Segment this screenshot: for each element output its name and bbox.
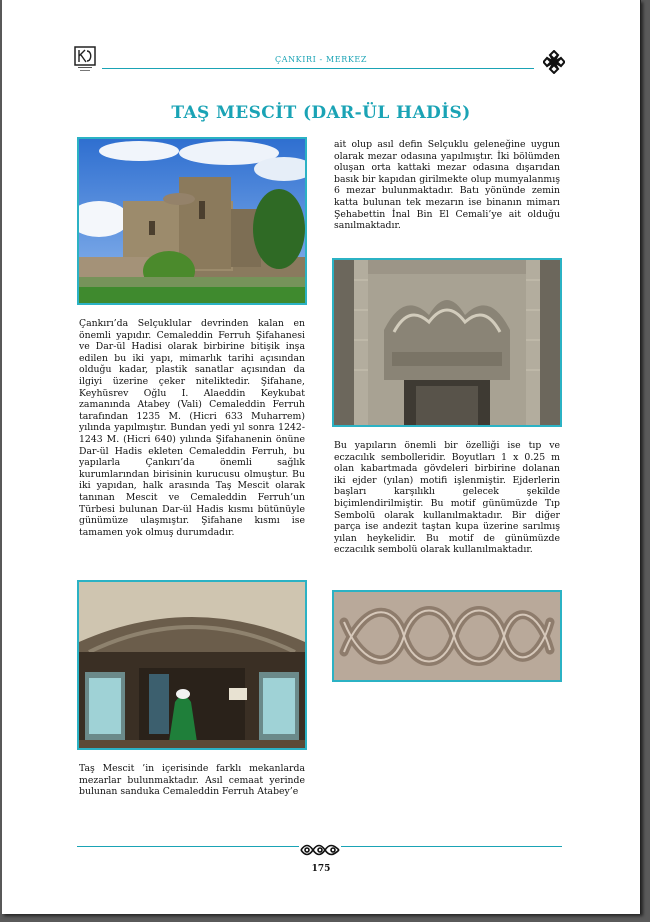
photo-mosque-exterior [77, 137, 307, 305]
paragraph-interior: Taş Mescit ’in içerisinde farklı mekanlarda mezarlar bulunmaktadır. Asıl cemaat yerinde bulunan sanduka Cemaleddin Ferruh Atabey’e [79, 763, 305, 798]
page-number: 175 [311, 864, 331, 874]
paragraph-symbols: Bu yapıların önemli bir özelliği ise tıp ve eczacılık sembolleridir. Boyutları 1 x 0.25 m olan kabartmada gövdeleri birbirine dolanan iki ejder (yılan) motifi işlenmiştir. Ejderlerin başları karşılıklı gelecek şekilde biçimlendirilmiştir. Bu motif günümüzde Tıp Sembolü olarak kullanılmaktadır. Bir diğer parça ise andezit taştan kupa üzerine sarılmış yılan heykelidir. Bu motif de günümüzde eczacılık sembolü olarak kullanılmaktadır. [334, 440, 560, 556]
knot-ornament-icon [299, 841, 341, 853]
photo-dragon-relief [332, 590, 562, 682]
paragraph-intro: Çankırı’da Selçuklular devrinden kalan en önemli yapıdır. Cemaleddin Ferruh Şifahanesi ve Dar-ül Hadisi olarak birbirine bitişik inşa edilen bu iki yapı, mimarlık tarihi açısından olduğu kadar, plastik sanatlar açısından da ilgiyi üzerine çeker niteliktedir. Şifahane, Keyhüsrev Oğlu I. Alaeddin Keykubat zamanında Atabey (Vali) Cemaleddin Ferruh tarafından 1235 M. (Hicri 633 Muharrem) yılında yapılmıştır. Bundan yedi yıl sonra 1242-1243 M. (Hicri 640) yılında Şifahanenin önüne Dar-ül Hadis ekleten Cemaleddin Ferruh, bu yapılarla Çankırı’da önemli sağlık kurumlarından birisinin kurucusu olmuştur. Bu iki yapıdan, halk arasında Taş Mescit olarak tanınan Mescit ve Cemaleddin Ferruh’un Türbesi bulunan Dar-ül Hadis kısmı bütünüyle günümüze ulaşmıştır. Şifahane kısmı ise tamamen yok olmuş durumdadır. [79, 318, 305, 538]
paragraph-tomb: ait olup asıl defin Selçuklu geleneğine uygun olarak mezar odasına yapılmıştır. İki bölümden oluşan orta kattaki mezar odasına dışarıdan basık bir kapıdan girilmekte olup mumyalanmış 6 mezar bulunmaktadır. Batı yönünde zemin katta bulunan tek mezarın ise binanın mimarı Şehabettin İnal Bin El Cemali’ye ait olduğu sanılmaktadır. [334, 139, 560, 232]
page-title: TAŞ MESCİT (DAR-ÜL HADİS) [171, 103, 471, 123]
photo-mosque-interior [77, 580, 307, 750]
header-rule [102, 68, 534, 69]
knot-ornament-icon [543, 50, 565, 74]
running-header-label: ÇANKIRI - MERKEZ [269, 55, 373, 64]
photo-carved-portal [332, 258, 562, 427]
page [2, 0, 641, 914]
